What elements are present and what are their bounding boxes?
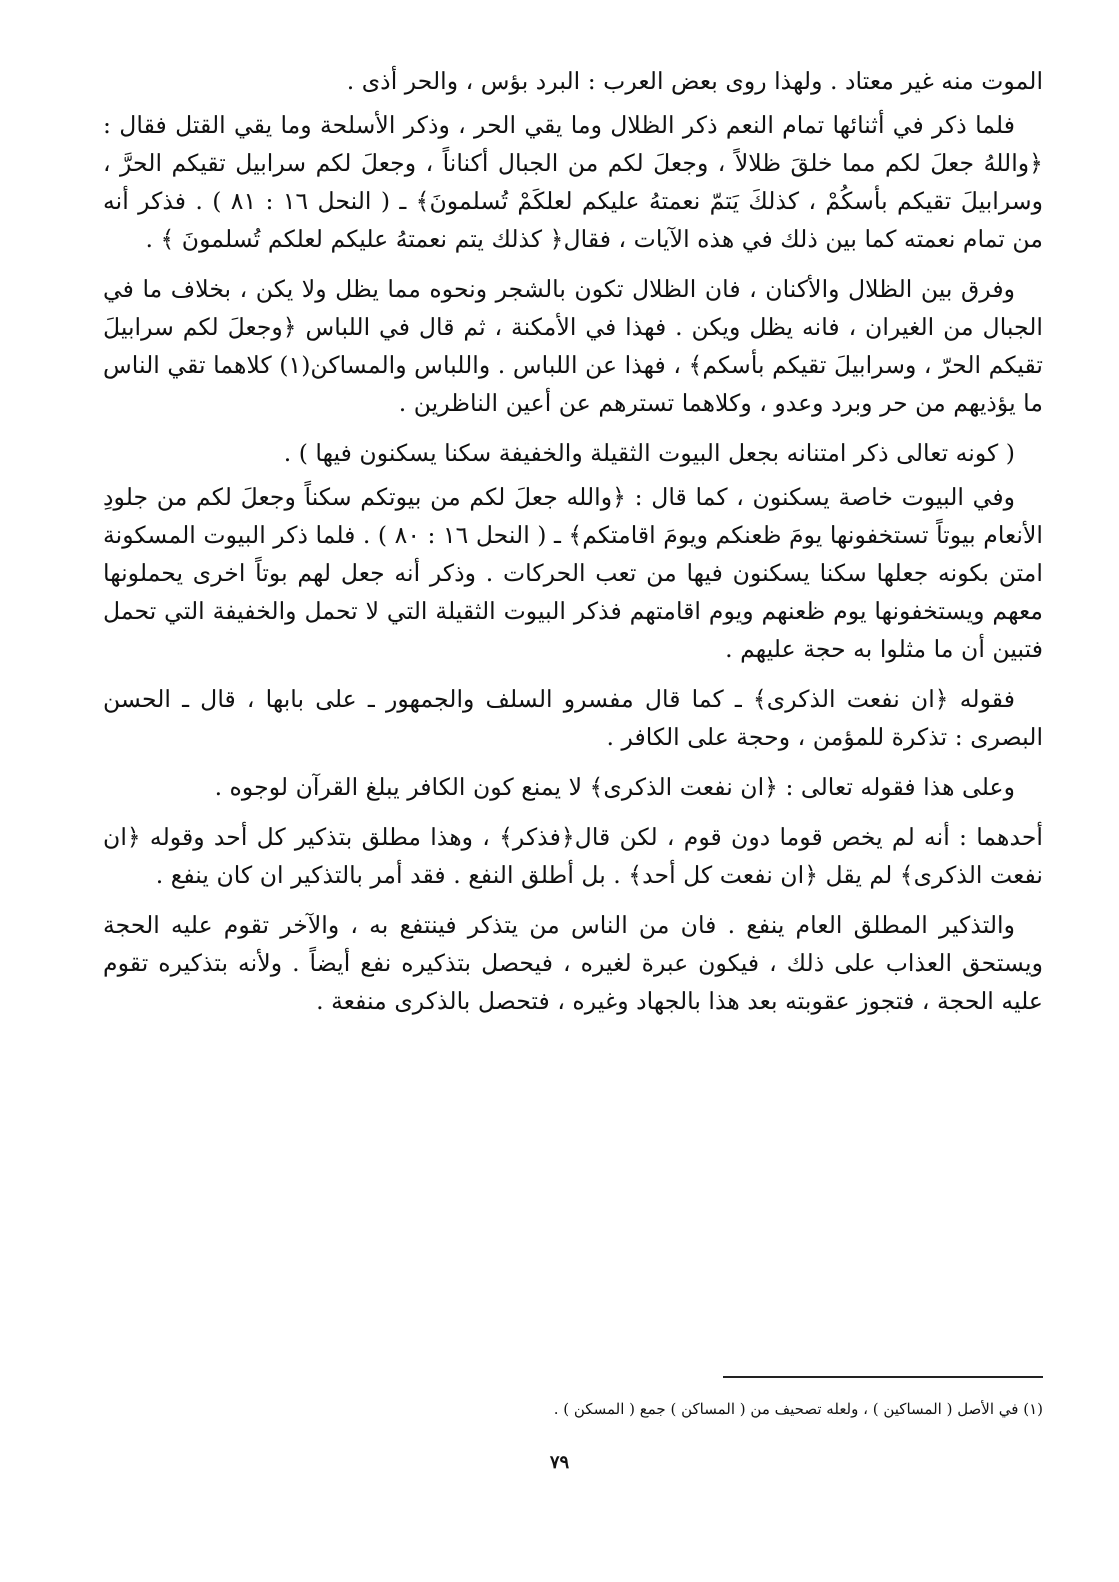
paragraph-1: الموت منه غير معتاد . ولهذا روى بعض العرب : البرد بؤس ، والحر أذى . bbox=[346, 67, 1043, 95]
paragraph-2: فلما ذكر في أثنائها تمام النعم ذكر الظلال وما يقي الحر ، وذكر الأسلحة وما يقي القتل فقال : ﴿واللهُ جعلَ لكم مما خلقَ ظلالاً ، وجعلَ لكم من الجبال أكناناً ، وجعلَ لكم سرابيل تقيكم الحرَّ ، وسرابيلَ تقيكم بأسكُمْ ، كذلكَ يَتمّ نعمتهُ عليكم لعلكَمْ تُسلمونَ﴾ ـ ( النحل ١٦ : ٨١ ) . فذكر أنه من تمام نعمته كما بين ذلك في هذه الآيات ، فقال﴿ كذلك يتم نعمتهُ عليكم لعلكم تُسلمونَ ﴾ . bbox=[103, 111, 1044, 253]
footnote: (١) في الأصل ( المساكين ) ، ولعله تصحيف من ( المساكن ) جمع ( المسكن ) . bbox=[553, 1400, 1043, 1418]
paragraph-8: والتذكير المطلق العام ينفع . فان من الناس من يتذكر فينتفع به ، والآخر تقوم عليه الحجة ويستحق العذاب على ذلك ، فيكون عبرة لغيره ، فيحصل بتذكيره نفع أيضاً . ولأنه بتذكيره تقوم عليه الحجة ، فتجوز عقوبته بعد هذا بالجهاد وغيره ، فتحصل بالذكرى منفعة . bbox=[103, 911, 1043, 1015]
page-number: ٧٩ bbox=[549, 1452, 570, 1473]
paragraph-6: وعلى هذا فقوله تعالى : ﴿ان نفعت الذكرى﴾ لا يمنع كون الكافر يبلغ القرآن لوجوه . bbox=[214, 773, 1015, 801]
paragraph-4: وفي البيوت خاصة يسكنون ، كما قال : ﴿والله جعلَ لكم من بيوتكم سكناً وجعلَ لكم من جلودِ الأنعام بيوتاً تستخفونها يومَ ظعنكم ويومَ اقامتكم﴾ ـ ( النحل ١٦ : ٨٠ ) . فلما ذكر البيوت المسكونة امتن بكونه جعلها سكنا يسكنون فيها من تعب الحركات . وذكر أنه جعل لهم بوتاً اخرى يحملونها معهم ويستخفونها يوم ظعنهم ويوم اقامتهم فذكر البيوت الثقيلة التي لا تحمل والخفيفة التي تحمل فتبين أن ما مثلوا به حجة عليهم . bbox=[103, 483, 1043, 663]
paragraph-7: أحدهما : أنه لم يخص قوما دون قوم ، لكن قال﴿فذكر﴾ ، وهذا مطلق بتذكير كل أحد وقوله ﴿ان نفعت الذكرى﴾ لم يقل ﴿ان نفعت كل أحد﴾ . بل أطلق النفع . فقد أمر بالتذكير ان كان ينفع . bbox=[103, 823, 1043, 889]
section-heading: ( كونه تعالى ذكر امتنانه بجعل البيوت الثقيلة والخفيفة سكنا يسكنون فيها ) . bbox=[283, 439, 1015, 467]
page-body bbox=[103, 62, 1043, 1032]
paragraph-3: وفرق بين الظلال والأكنان ، فان الظلال تكون بالشجر ونحوه مما يظل ولا يكن ، بخلاف ما في الجبال من الغيران ، فانه يظل ويكن . فهذا في الأمكنة ، ثم قال في اللباس ﴿وجعلَ لكم سرابيلَ تقيكم الحرّ ، وسرابيلَ تقيكم بأسكم﴾ ، فهذا عن اللباس . واللباس والمساكن(١) كلاهما تقي الناس ما يؤذيهم من حر وبرد وعدو ، وكلاهما تسترهم عن أعين الناظرين . bbox=[103, 275, 1043, 417]
paragraph-5: فقوله ﴿ان نفعت الذكرى﴾ ـ كما قال مفسرو السلف والجمهور ـ على بابها ، قال ـ الحسن البصرى : تذكرة للمؤمن ، وحجة على الكافر . bbox=[103, 685, 1043, 751]
footnote-divider bbox=[723, 1376, 1043, 1378]
